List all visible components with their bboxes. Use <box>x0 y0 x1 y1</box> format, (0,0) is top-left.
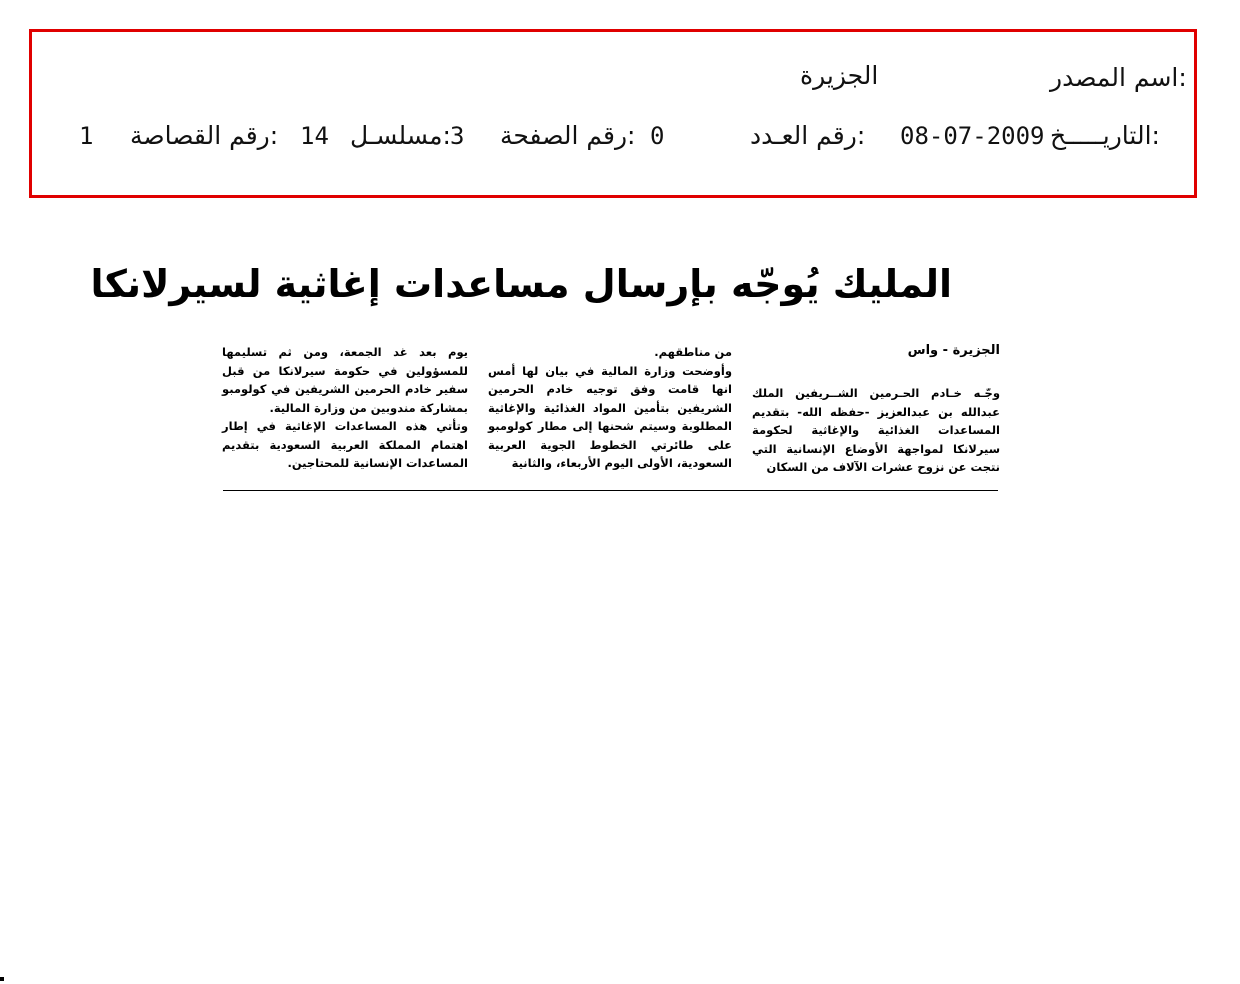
article-byline: الجزيرة - واس <box>907 343 1000 358</box>
article-paragraph: من مناطقهم. <box>654 345 732 359</box>
serial-label: مسلسـل: <box>350 121 451 150</box>
date-value: 08-07-2009 <box>900 122 1045 150</box>
article-column-right <box>752 384 1000 477</box>
article-headline: المليك يُوجّه بإرسال مساعدات إغاثية لسيرلانكا <box>90 262 952 306</box>
source-info-box <box>29 29 1197 198</box>
article-paragraph: وجّـه خـادم الحـرمين الشــريفين الملك عبدالله بن عبدالعزيز -حفظه الله- بتقديم المساعدات الغذائية والإغاثية لحكومة سيرلانكا لمواجهة الأوضاع الإنسانية التي نتجت عن نزوح عشرات الآلاف من السكان <box>752 386 1000 474</box>
article-column-middle <box>488 343 732 473</box>
issue-label: رقم العـدد: <box>750 121 866 150</box>
page-label: رقم الصفحة: <box>500 121 636 150</box>
clip-label: رقم القصاصة: <box>130 121 279 150</box>
source-value: الجزيرة <box>800 61 879 90</box>
serial-value: 14 <box>300 122 329 150</box>
article-paragraph: يوم بعد غد الجمعة، ومن ثم تسليمها للمسؤولين في حكومة سيرلانكا من قبل سفير خادم الحرمين الشريفين في كولومبو بمشاركة مندوبين من وزارة المالية. <box>222 345 468 415</box>
page-value: 3 <box>450 122 465 150</box>
issue-value: 0 <box>650 122 665 150</box>
article-paragraph: وتأتي هذه المساعدات الإغاثية في إطار اهتمام المملكة العربية السعودية بتقديم المساعدات الإنسانية للمحتاجين. <box>222 419 468 470</box>
scan-mark <box>0 977 4 981</box>
article-bottom-rule <box>223 490 998 491</box>
article-paragraph: وأوضحت وزارة المالية في بيان لها أمس انها قامت وفق توجيه خادم الحرمين الشريفين بتأمين المواد الغذائية والإغاثية المطلوبة وسيتم شحنها إلى مطار كولومبو على طائرتي الخطوط الجوية العربية السعودية، الأولى اليوم الأربعاء، والثانية <box>488 363 732 470</box>
article-column-left <box>222 343 468 473</box>
date-label: التاريـــــخ: <box>1050 121 1160 150</box>
source-label: اسم المصدر: <box>1050 63 1187 92</box>
clip-value: 1 <box>79 122 94 150</box>
